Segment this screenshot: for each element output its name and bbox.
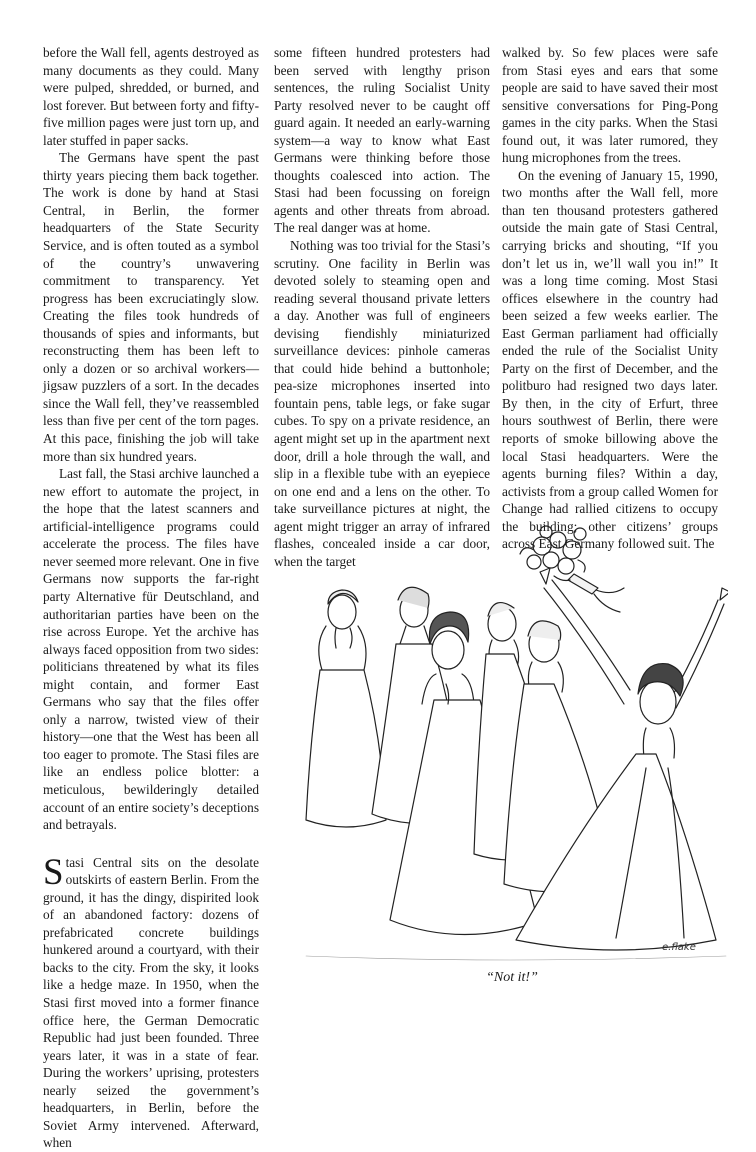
bridesmaid-1 [306, 590, 386, 827]
paragraph: some fifteen hundred protesters had been served with lengthy prison sentences, the ruling Socialist Unity Party resolved never to be caught off guard again. It needed an early-warning system—a way to know what East Germans were thinking before those thoughts coalesced into action. The Stasi had been focussing on foreign agents and other threats from abroad. The real danger was at home. [274, 45, 490, 236]
cartoonist-signature: e.flake [662, 942, 696, 953]
article-column-2 [274, 44, 490, 570]
paragraph: The Germans have spent the past thirty years piecing them back together. The work is done by hand at Stasi Central, in Berlin, the former headquarters of the State Security Service, and is often touted as a symbol of the country’s unwavering commitment to transparency. Yet progress has been excruciatingly slow. Creating the files took hundreds of thousands of spies and informants, but reconstructing them has been left to only a dozen or so archival workers—jigsaw puzzlers of a sort. In the decades since the Wall fell, they’ve reassembled less than five per cent of the torn pages. At this pace, finishing the job will take more than six hundred years. [43, 150, 259, 464]
paragraph: Nothing was too trivial for the Stasi’s scrutiny. One facility in Berlin was devoted solely to steaming open and reading several thousand private letters a day. Another was full of engineers devising fiendishly miniaturized surveillance devices: pinhole cameras that could hide behind a buttonhole; pea-size microphones inserted into fountain pens, table legs, or fake sugar cubes. To spy on a private residence, an agent might set up in the apartment next door, drill a hole through the wall, and slip in a flexible tube with an eyepiece on one end and a lens on the other. To take surveillance pictures at night, the agent might trigger an array of infrared flashes, concealed inside a car door, when the target [274, 238, 490, 569]
paragraph: walked by. So few places were safe from Stasi eyes and ears that some people are said to have saved their most sensitive conversations for Ping-Pong games in the city parks. When the Stasi found out, it was later rumored, they hung microphones from the trees. [502, 45, 718, 166]
paragraph-text: tasi Central sits on the desolate outskirts of eastern Berlin. From the ground, it has the dingy, dispirited look of an abandoned factory: dozens of prefabricated concrete buildings hunkered around a courtyard, with their backs to the city. From the sky, it looks like a hedge maze. In 1950, when the Stasi first moved into a former finance office here, the German Democratic Republic had just been founded. Three years later, it was in a state of fear. During the workers’ uprising, protesters nearly seized the government’s headquarters, in Berlin, before the Soviet Army intervened. Afterward, when [43, 854, 259, 1151]
bouquet [520, 526, 624, 612]
article-column-3 [502, 44, 718, 553]
section-break [43, 834, 259, 854]
section-opening-paragraph [43, 851, 259, 1152]
paragraph: On the evening of January 15, 1990, two months after the Wall fell, more than ten thousand protesters gathered outside the main gate of Stasi Central, carrying bricks and shouting, “If you don’t let us in, we’ll wall you in!” It was a long time coming. Most Stasi offices elsewhere in the country had been seized a few weeks earlier. The East German parliament had officially ended the rule of the Socialist Unity Party on the first of December, and the politburo had resigned two days later. By then, in the city of Erfurt, three hours southwest of Berlin, there were reports of smoke billowing above the local Stasi headquarters. Were the agents burning files? Within a day, activists from a group called Women for Change had rallied citizens to occupy the building; other citizens’ groups across East Germany followed suit. The [502, 167, 718, 552]
paragraph: before the Wall fell, agents destroyed as many documents as they could. Many were pulped, shredded, or burned, and lost forever. But between forty and fifty-five million pages were just torn up, and later stuffed in paper sacks. [43, 45, 260, 148]
paragraph: Last fall, the Stasi archive launched a new effort to automate the project, in the hope that the latest scanners and artificial-intelligence programs could accelerate the process. The files have never seemed more relevant. One in five Germans now supports the far-right party Alternative für Deutschland, and authoritarian parties have been on the rise across Europe. Yet the archive has always faced opposition from two sides: politicians threatened by what its files might contain, and former East Germans who say that the files offer only a narrow, twisted view of their history—one that the West has been all too eager to promote. The Stasi files are like an endless police blotter: a meticulous, bewilderingly detailed account of an entire society’s deceptions and betrayals. [43, 466, 259, 833]
article-column-1 [43, 44, 259, 1152]
cartoon-illustration [296, 504, 728, 966]
cartoon-caption: “Not it!” [486, 970, 538, 985]
drop-cap: S [43, 851, 64, 893]
